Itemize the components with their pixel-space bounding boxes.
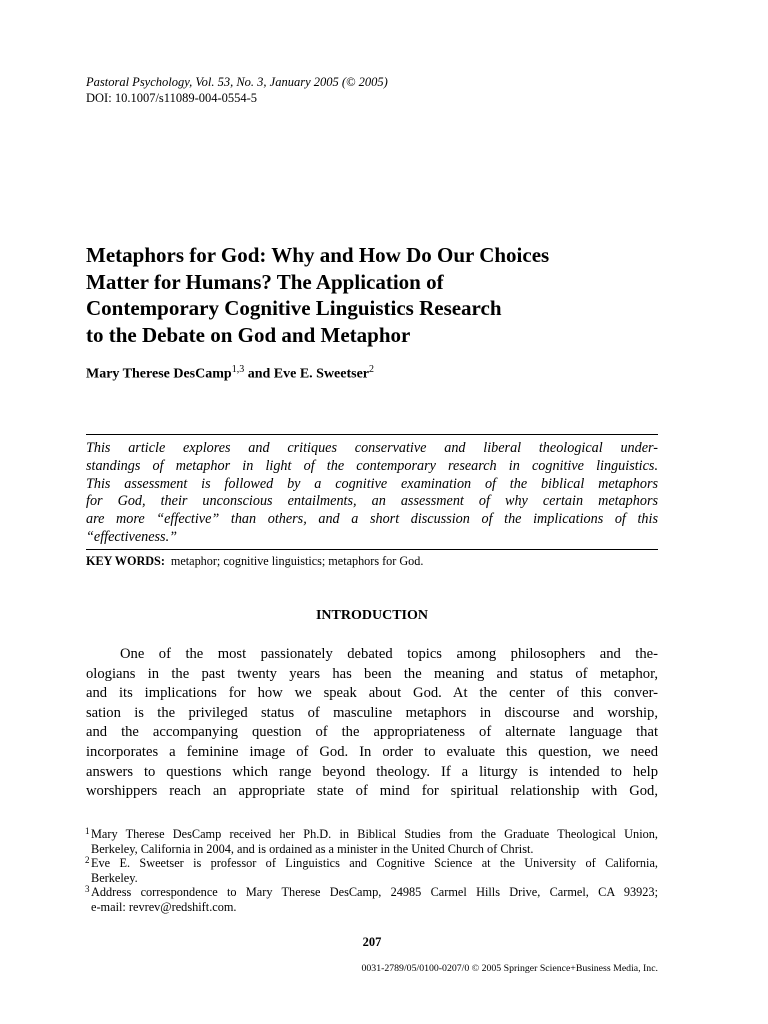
body-line: and the accompanying question of the appropriateness of alternate language that [86, 724, 658, 741]
footnote [86, 856, 658, 885]
footnote-line: Mary Therese DesCamp received her Ph.D. in Biblical Studies from the Graduate Theological Union, [91, 827, 658, 841]
footnote-line: e-mail: revrev@redshift.com. [91, 899, 237, 914]
footnote-mark: 3 [85, 884, 90, 895]
body-line: ologians in the past twenty years has been the meaning and status of metaphor, [86, 665, 658, 682]
journal-citation: Pastoral Psychology, Vol. 53, No. 3, January 2005 (© 2005) [86, 75, 388, 89]
footnote-line: Eve E. Sweetser is professor of Linguistics and Cognitive Science at the University of California, [91, 856, 658, 871]
body-line: worshippers reach an appropriate state of mind for spiritual relationship with God, [86, 783, 658, 800]
footnote-mark: 1 [85, 826, 90, 836]
footnote-line: Address correspondence to Mary Therese DesCamp, 24985 Carmel Hills Drive, Carmel, CA 93923; [91, 885, 658, 900]
title-line: Metaphors for God: Why and How Do Our Choices [86, 243, 550, 267]
title-line: Contemporary Cognitive Linguistics Research [86, 296, 502, 320]
footnote-mark: 2 [85, 855, 90, 866]
title-line: to the Debate on God and Metaphor [86, 322, 411, 347]
footnote [86, 885, 658, 914]
footnote-line: Berkeley, California in 2004, and is ordained as a minister in the United Church of Christ. [91, 841, 534, 856]
body-line: and its implications for how we speak about God. At the center of this conver- [86, 685, 658, 702]
abstract-line: This assessment is followed by a cognitive examination of the biblical metaphors [86, 475, 658, 492]
footnotes [86, 827, 658, 915]
abstract [86, 440, 658, 547]
page-number: 207 [362, 935, 382, 949]
abstract-top-rule [86, 434, 658, 435]
author-line [86, 361, 374, 384]
abstract-line: standings of metaphor in light of the contemporary research in cognitive linguistics. [86, 457, 658, 474]
keywords-value: metaphor; cognitive linguistics; metaphors for God. [170, 554, 424, 568]
article-title [86, 242, 686, 348]
author-name: Eve E. Sweetser [273, 366, 370, 382]
abstract-bottom-rule [86, 549, 658, 550]
body-line: One of the most passionately debated topics among philosophers and the- [120, 646, 658, 662]
footnote [86, 827, 658, 856]
doi: DOI: 10.1007/s11089-004-0554-5 [86, 91, 258, 105]
abstract-line: This article explores and critiques conservative and liberal theological under- [86, 440, 658, 456]
body-paragraph [86, 645, 658, 802]
keywords [86, 554, 423, 569]
copyright-line: 0031-2789/05/0100-0207/0 © 2005 Springer Science+Business Media, Inc. [361, 963, 658, 974]
author-name: Mary Therese DesCamp [86, 366, 232, 382]
title-line: Matter for Humans? The Application of [86, 269, 444, 294]
body-line: answers to questions which range beyond theology. If a liturgy is intended to help [86, 763, 658, 780]
footnote-line: Berkeley. [91, 870, 138, 885]
affiliation-marker: 1,3 [231, 364, 245, 375]
affiliation-marker: 2 [369, 364, 375, 375]
abstract-line: for God, their unconscious entailments, an assessment of why certain metaphors [86, 493, 658, 510]
author-connector: and [247, 366, 271, 382]
body-line: sation is the privileged status of masculine metaphors in discourse and worship, [86, 704, 658, 721]
abstract-line: are more “effective” than others, and a short discussion of the implications of this [86, 511, 658, 528]
abstract-line: “effectiveness.” [86, 528, 178, 545]
keywords-label: KEY WORDS: [86, 554, 165, 568]
section-heading: INTRODUCTION [315, 608, 428, 623]
body-line: incorporates a feminine image of God. In order to evaluate this question, we need [86, 743, 658, 760]
